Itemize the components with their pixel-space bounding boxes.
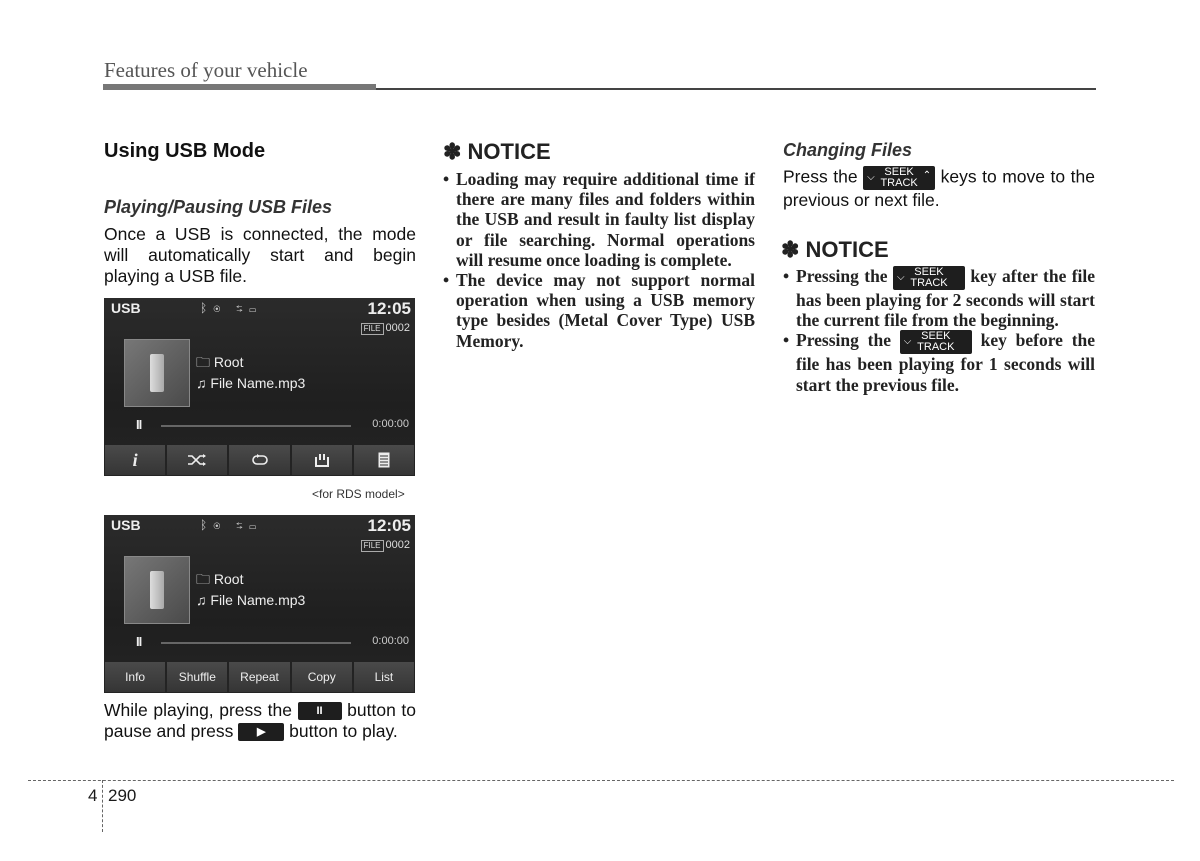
notice-item-post: key before the file has been playing for 1 seconds will start the previous file. xyxy=(796,330,1096,395)
list-text-button[interactable]: List xyxy=(354,662,414,692)
intro-paragraph: Once a USB is connected, the mode will automatically start and begin playing a USB file. xyxy=(104,224,416,286)
subsection-heading: Playing/Pausing USB Files xyxy=(104,197,333,217)
copy-icon xyxy=(314,453,330,467)
elapsed-time: 0:00:00 xyxy=(372,418,409,430)
shuffle-button[interactable] xyxy=(167,445,227,475)
file-name: File Name.mp3 xyxy=(210,375,306,391)
screen-mode-label: USB xyxy=(111,300,141,316)
folder-row xyxy=(196,352,243,376)
track-label: TRACK xyxy=(917,341,955,354)
usb-icon: ⇆ xyxy=(235,518,249,532)
changing-files-paragraph xyxy=(783,166,1095,211)
notice-item-pre: Pressing the xyxy=(796,266,888,287)
status-icons xyxy=(200,301,262,315)
bluetooth-icon: ᛒ xyxy=(200,518,214,532)
file-number-value: 0002 xyxy=(385,322,410,334)
header-accent-bar xyxy=(103,84,376,90)
usb-screen-text xyxy=(104,515,415,693)
list-button[interactable] xyxy=(354,445,414,475)
usb-thumbnail xyxy=(124,556,190,624)
music-note-icon: ♫ xyxy=(196,592,207,608)
folder-name: Root xyxy=(213,571,244,587)
page-number: 290 xyxy=(108,786,137,805)
notice-heading-1: ✽ NOTICE xyxy=(443,139,551,164)
icon-button-bar xyxy=(105,445,414,475)
outro-text-1: While playing, press the xyxy=(104,700,292,720)
figure-caption: <for RDS model> xyxy=(312,487,405,501)
changing-text-1: Press the xyxy=(783,166,858,187)
disc-icon: ◉ xyxy=(213,301,227,315)
notice-item xyxy=(783,330,1095,394)
header-rule xyxy=(376,88,1096,90)
file-tag: FILE xyxy=(361,323,384,335)
status-icons xyxy=(200,518,262,532)
battery-icon: ▭ xyxy=(248,518,263,532)
info-icon: i xyxy=(132,449,138,470)
notice-item: • The device may not support normal operation when using a USB memory type besides (Metal Cover Type) USB Memory. xyxy=(443,270,755,351)
usb-icon: ⇆ xyxy=(235,301,249,315)
folder-icon: 🗀 xyxy=(196,571,210,587)
pause-key-icon: II xyxy=(298,702,342,720)
music-note-icon: ♫ xyxy=(196,375,207,391)
song-row xyxy=(196,592,305,608)
notice-heading-2: ✽ NOTICE xyxy=(781,237,889,262)
progress-bar xyxy=(161,425,351,427)
notice-list-1 xyxy=(443,169,755,351)
info-text-button[interactable]: Info xyxy=(105,662,165,692)
elapsed-time: 0:00:00 xyxy=(372,635,409,647)
usb-stick-icon xyxy=(150,354,164,392)
usb-thumbnail xyxy=(124,339,190,407)
usb-screen-icons xyxy=(104,298,415,476)
repeat-text-button[interactable]: Repeat xyxy=(229,662,289,692)
disc-icon: ◉ xyxy=(213,518,227,532)
list-icon xyxy=(378,452,390,468)
repeat-button[interactable] xyxy=(229,445,289,475)
seek-track-key-icon: ⌵ SEEK TRACK ⌃ xyxy=(863,166,935,190)
file-number-value: 0002 xyxy=(385,539,410,551)
copy-text-button[interactable]: Copy xyxy=(292,662,352,692)
folder-row xyxy=(196,569,243,593)
shuffle-icon xyxy=(187,454,207,466)
file-name: File Name.mp3 xyxy=(210,592,306,608)
running-header: Features of your vehicle xyxy=(104,58,308,82)
changing-files-heading: Changing Files xyxy=(783,140,913,160)
file-number xyxy=(361,322,410,335)
pause-indicator-icon: II xyxy=(136,417,142,432)
info-button[interactable] xyxy=(105,445,165,475)
screen-mode-label: USB xyxy=(111,517,141,533)
seek-label: SEEK xyxy=(914,266,944,278)
notice-item: • Loading may require additional time if there are many files and folders within the USB and result in faulty list display or file searching. Normal operations will resume once loading is complete. xyxy=(443,169,755,270)
notice-list-2 xyxy=(783,266,1095,395)
text-button-bar xyxy=(105,662,414,692)
notice-item-post: key after the file has been playing for 2 seconds will start the current file from the beginning. xyxy=(796,266,1096,331)
progress-bar xyxy=(161,642,351,644)
track-label: TRACK xyxy=(910,277,948,289)
footer-rule xyxy=(28,780,1174,781)
folder-name: Root xyxy=(213,354,244,370)
seek-track-down-key-icon: ⌵ SEEK TRACK xyxy=(893,266,965,290)
song-row xyxy=(196,375,305,391)
notice-item-pre: Pressing the xyxy=(796,330,891,351)
seek-label: SEEK xyxy=(921,330,951,343)
outro-text-2: button to pause and press xyxy=(104,700,416,741)
bluetooth-icon: ᛒ xyxy=(200,301,214,315)
battery-icon: ▭ xyxy=(248,301,263,315)
footer-divider xyxy=(102,780,103,832)
play-key-icon: ▶ xyxy=(238,723,284,741)
screen-clock: 12:05 xyxy=(367,516,411,535)
repeat-icon xyxy=(251,454,269,466)
seek-track-down-key-icon: ⌵ SEEK TRACK xyxy=(900,330,972,354)
track-label: TRACK xyxy=(880,177,918,189)
section-number: 4 xyxy=(88,786,98,805)
screen-clock: 12:05 xyxy=(367,299,411,318)
notice-item xyxy=(783,266,1095,330)
outro-text-3: button to play. xyxy=(289,721,398,741)
seek-label: SEEK xyxy=(884,166,914,178)
usb-stick-icon xyxy=(150,571,164,609)
folder-icon: 🗀 xyxy=(196,354,210,370)
section-heading: Using USB Mode xyxy=(104,140,266,162)
changing-text-2: keys to move to the previous or next file. xyxy=(783,166,1095,210)
pause-play-paragraph xyxy=(104,700,416,742)
file-number xyxy=(361,539,410,552)
shuffle-text-button[interactable]: Shuffle xyxy=(167,662,227,692)
copy-button[interactable] xyxy=(292,445,352,475)
file-tag: FILE xyxy=(361,540,384,552)
pause-indicator-icon: II xyxy=(136,634,142,649)
